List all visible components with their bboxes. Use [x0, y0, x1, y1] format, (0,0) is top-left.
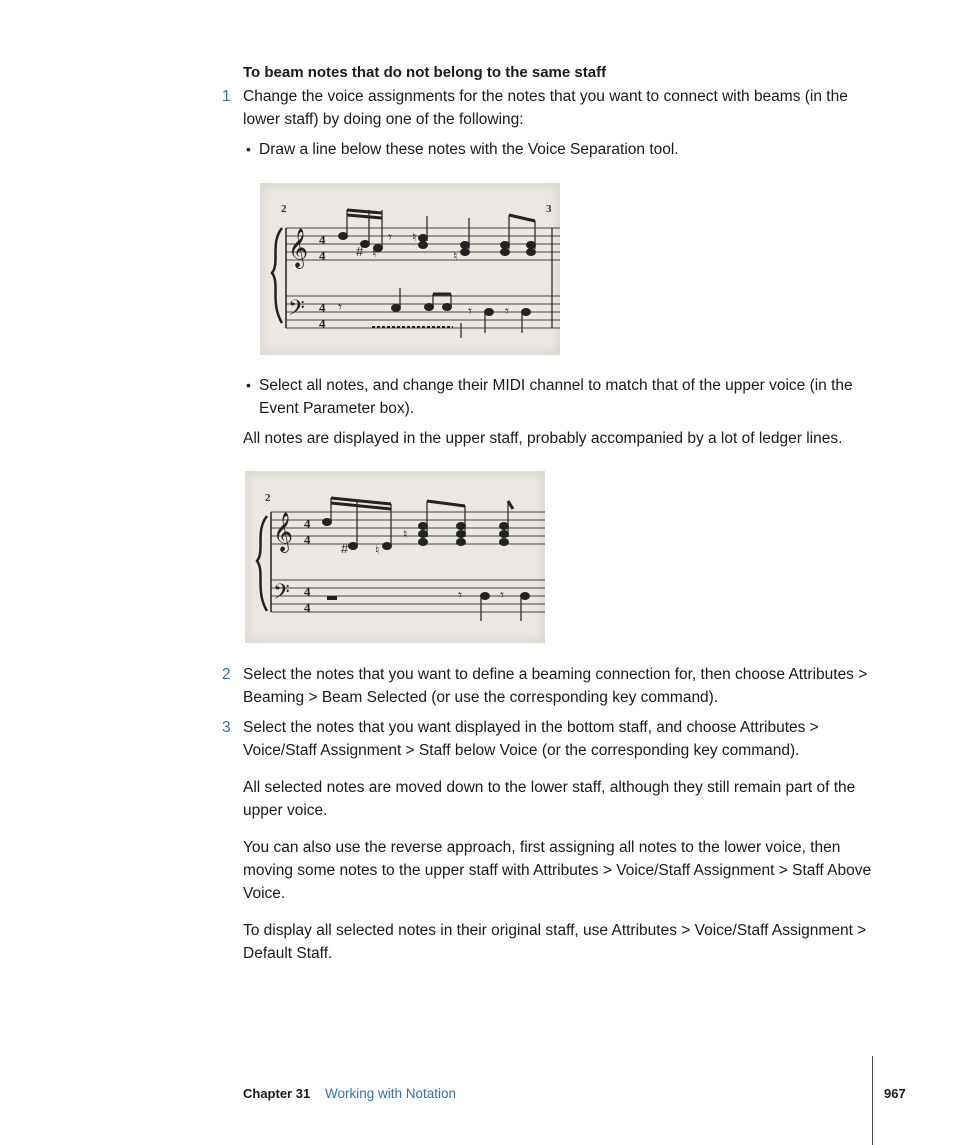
svg-text:♮: ♮ — [375, 543, 380, 557]
lower-staff-lines — [286, 296, 560, 328]
brace — [272, 228, 282, 323]
bass-clef-icon: 𝄢 — [288, 296, 305, 326]
score-figure-1-graphic — [260, 183, 560, 355]
time-sig-bottom-lower: 4 — [304, 600, 311, 615]
step-number-2: 2 — [222, 666, 231, 683]
paragraph-3: You can also use the reverse approach, first assigning all notes to the lower voice, then moving some notes to the upper staff with Attributes > Voice/Staff Assignment > Staff Above Voice. — [243, 839, 872, 902]
footer-chapter: Chapter 31 — [243, 1086, 311, 1101]
treble-clef-icon: 𝄞 — [288, 228, 309, 268]
step-3-text: Select the notes that you want displayed in the bottom staff, and choose Attributes > Voice/Staff Assignment > Staff below Voice (or the corresponding key command). — [243, 719, 819, 759]
footer-chapter-title-link[interactable]: Working with Notation — [325, 1086, 457, 1101]
time-sig-top-lower: 4 — [304, 584, 311, 599]
svg-text:♮: ♮ — [403, 527, 408, 541]
time-sig-top-upper: 4 — [319, 232, 326, 247]
time-sig-bottom-lower: 4 — [319, 316, 326, 331]
score-figure-2 — [245, 471, 545, 643]
bar-number-start: 2 — [265, 492, 271, 504]
bass-clef-icon: 𝄢 — [273, 580, 290, 610]
svg-text:♮: ♮ — [412, 230, 417, 244]
bullet-1-text: Draw a line below these notes with the Voice Separation tool. — [259, 141, 679, 158]
svg-text:𝄾: 𝄾 — [388, 229, 392, 246]
bullet-2-text: Select all notes, and change their MIDI channel to match that of the upper voice (in the Event Parameter box). — [259, 377, 853, 417]
bar-number-start: 2 — [281, 203, 287, 215]
svg-text:𝄾: 𝄾 — [505, 303, 509, 320]
treble-clef-icon: 𝄞 — [273, 512, 294, 552]
time-sig-top-upper: 4 — [304, 516, 311, 531]
score-figure-2-graphic — [245, 471, 545, 643]
brace — [257, 516, 267, 611]
step-2-text: Select the notes that you want to define a beaming connection for, then choose Attributes > Beaming > Beam Selected (or use the corresponding key command). — [243, 666, 868, 706]
step-1-text: Change the voice assignments for the notes that you want to connect with beams (in the lower staff) by doing one of the following: — [243, 88, 848, 128]
section-heading: To beam notes that do not belong to the same staff — [243, 64, 607, 81]
score-figure-1 — [260, 183, 560, 355]
svg-text:𝄾: 𝄾 — [338, 299, 342, 316]
paragraph-1: All notes are displayed in the upper staff, probably accompanied by a lot of ledger lines. — [243, 430, 843, 447]
svg-text:♮: ♮ — [372, 246, 377, 260]
svg-text:#: # — [341, 541, 349, 556]
bar-number-end: 3 — [546, 203, 552, 215]
bullet-marker: • — [246, 141, 251, 157]
paragraph-4: To display all selected notes in their original staff, use Attributes > Voice/Staff Assignment > Default Staff. — [243, 922, 867, 962]
time-sig-top-lower: 4 — [319, 300, 326, 315]
footer-divider — [872, 1056, 873, 1145]
time-sig-bottom-upper: 4 — [304, 532, 311, 547]
bullet-marker: • — [246, 377, 251, 393]
step-number-3: 3 — [222, 719, 231, 736]
page-number: 967 — [884, 1086, 906, 1101]
paragraph-2: All selected notes are moved down to the lower staff, although they still remain part of the upper voice. — [243, 779, 856, 819]
time-sig-bottom-upper: 4 — [319, 248, 326, 263]
svg-text:𝄾: 𝄾 — [500, 587, 504, 604]
svg-text:♮: ♮ — [453, 249, 458, 263]
svg-text:𝄾: 𝄾 — [458, 587, 462, 604]
svg-text:𝄾: 𝄾 — [468, 303, 472, 320]
step-number-1: 1 — [222, 88, 231, 105]
svg-text:#: # — [356, 244, 364, 259]
